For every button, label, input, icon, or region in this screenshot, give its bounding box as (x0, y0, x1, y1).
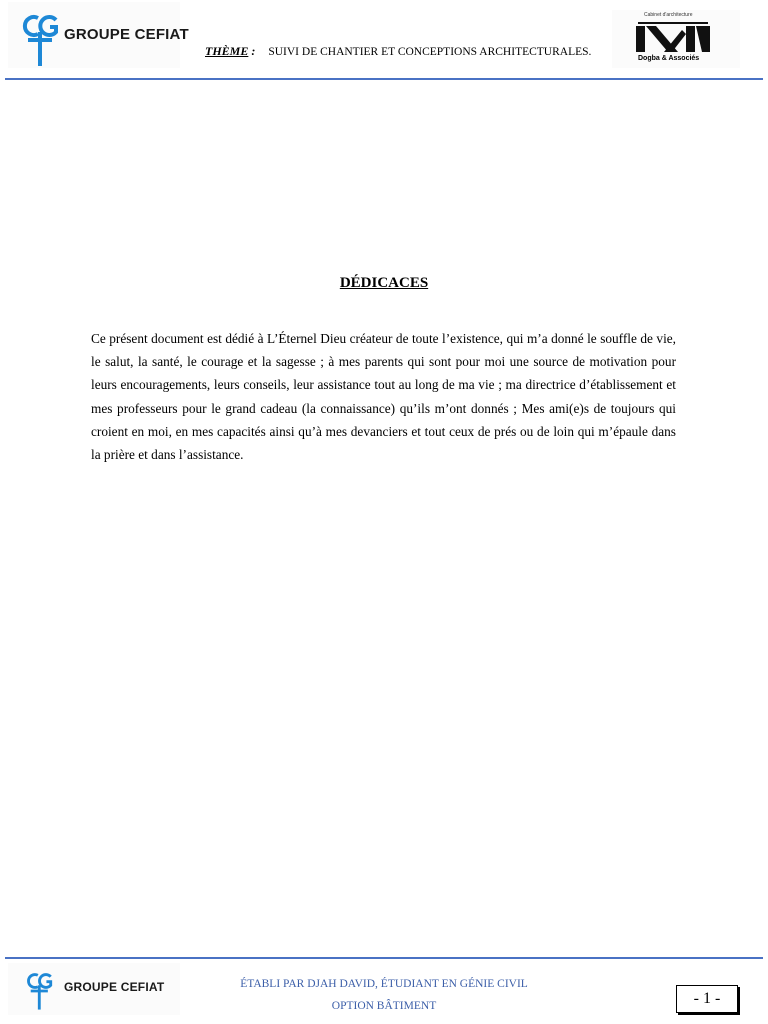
dedication-paragraph: Ce présent document est dédié à L’Éternel Dieu créateur de toute l’existence, qui m’a donné le souffle de vie, le salut, la santé, le courage et la sagesse ; à mes parents qui sont pour moi une source de motivation pour leurs encouragements, leurs conseils, leur assistance tout au long de ma vie ; ma directrice d’établissement et mes professeurs pour le grand cadeau (la connaissance) qu’ils m’ont donnés ; Mes ami(e)s de toujours qui croient en moi, en mes capacités ainsi qu’à mes devanciers et tout ceux de prés ou de loin qui m’épaule dans la prière et dans l’assistance. (91, 331, 676, 463)
theme-text: SUIVI DE CHANTIER ET CONCEPTIONS ARCHITECTURALES. (268, 46, 592, 58)
dogba-name: Dogba & Associés (638, 55, 700, 62)
page-number: - 1 - (676, 985, 738, 1013)
dogba-logo-icon (634, 20, 712, 54)
footer-rule (5, 957, 763, 959)
cefiat-logo-icon (20, 12, 62, 68)
theme-label: THÈME (205, 44, 249, 58)
groupe-cefiat-logo (8, 2, 189, 68)
footer-author-line: ÉTABLI PAR DJAH DAVID, ÉTUDIANT EN GÉNIE CIVIL (240, 978, 528, 990)
dogba-associes-logo (612, 10, 740, 68)
page-header (0, 0, 768, 82)
page-title: DÉDICACES (339, 275, 429, 291)
theme-separator: : (251, 44, 256, 58)
logo-text: GROUPE CEFIAT (64, 26, 189, 43)
footer-logo-text: GROUPE CEFIAT (64, 980, 165, 994)
dogba-tagline: Cabinet d'architecture (644, 12, 693, 18)
footer-option-line: OPTION BÂTIMENT (331, 1000, 437, 1012)
header-rule (5, 78, 763, 80)
theme-line (205, 44, 591, 59)
